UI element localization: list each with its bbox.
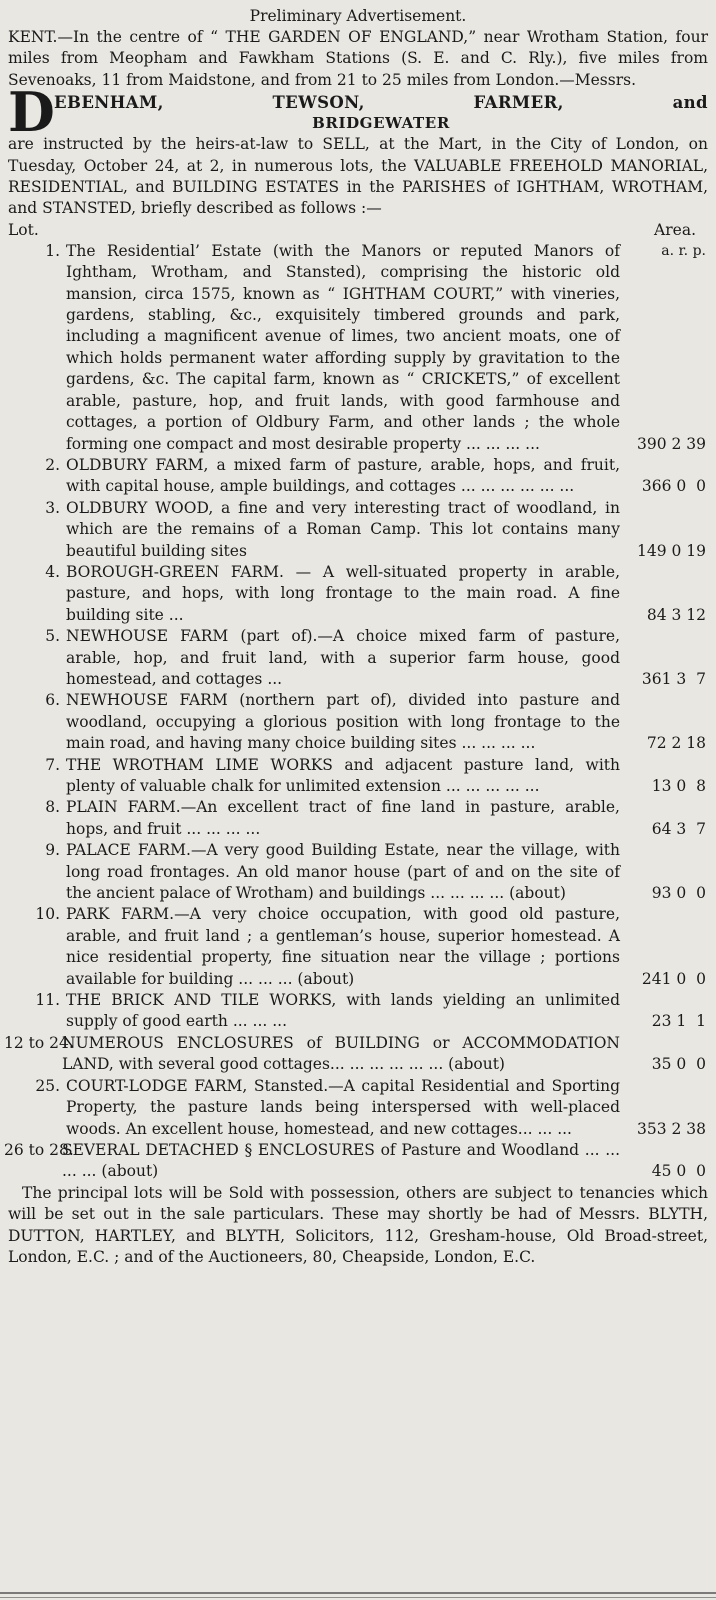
lot-area-value: 390 2 39	[636, 434, 706, 453]
lot-area	[620, 626, 708, 690]
lot-row	[8, 498, 708, 562]
lot-row	[8, 1076, 708, 1140]
firm-word: FARMER,	[473, 93, 564, 113]
lot-area	[620, 690, 708, 754]
lot-area	[620, 1140, 708, 1183]
lot-description: The Residential’ Estate (with the Manors or reputed Manors of Ightham, Wrotham, and Stansted), comprising the historic old mansion, circa 1575, known as “ IGHTHAM COURT,” with vineries, gardens, stabling, &c., exquisitely timbered grounds and park, including a magnificent avenue of limes, two ancient moats, one of which holds permanent water affording supply by gravitation to the gardens, &c. The capital farm, known as “ CRICKETS,” of excellent arable, pasture, hop, and fruit lands, with good farmhouse and cottages, a portion of Oldbury Farm, and other lands ; the whole forming one compact and most desirable property ... ... ... ...	[66, 241, 620, 453]
lot-area	[620, 455, 708, 498]
lot-area	[620, 562, 708, 626]
lot-row	[4, 1033, 708, 1076]
instruction-paragraph: are instructed by the heirs-at-law to SELL, at the Mart, in the City of London, on Tuesday, October 24, at 2, in numerous lots, the VALUABLE FREEHOLD MANORIAL, RESIDENTIAL, and BUILDING ESTATES in the PARISHES of IGHTHAM, WROTHAM, and STANSTED, briefly described as follows :—	[8, 135, 708, 218]
lot-area-value: 35 0 0	[651, 1055, 706, 1074]
lot-number: 3.	[45, 498, 60, 517]
lot-description: OLDBURY WOOD, a fine and very interesting tract of woodland, in which are the remains of a Roman Camp. This lot contains many beautiful building sites	[66, 498, 620, 560]
firm-word: and	[672, 93, 708, 113]
lot-number: 1.	[45, 241, 60, 260]
lot-area-value: 72 2 18	[646, 734, 706, 753]
lot-number: 25.	[35, 1076, 60, 1095]
lot-header: Lot.	[8, 220, 39, 239]
lot-area-value: 149 0 19	[636, 541, 706, 560]
lot-row	[4, 1140, 708, 1183]
area-units: a. r. p.	[661, 242, 706, 259]
closing-paragraph: The principal lots will be Sold with possession, others are subject to tenancies which will be set out in the sale particulars. These may shortly be had of Messrs. BLYTH, DUTTON, HARTLEY, and BLYTH, Solicitors, 112, Gresham-house, Old Broad-street, London, E.C. ; and of the Auctioneers, 80, Cheapside, London, E.C.	[8, 1183, 708, 1266]
lot-area-value: 45 0 0	[651, 1162, 706, 1181]
lot-area-value: 84 3 12	[646, 605, 706, 624]
lot-area-value: 241 0 0	[641, 969, 706, 988]
lot-area-value: 361 3 7	[641, 669, 706, 688]
lot-area	[620, 797, 708, 840]
lot-number: 8.	[45, 798, 60, 817]
lot-number: 4.	[45, 562, 60, 581]
lot-row	[8, 455, 708, 498]
lot-description: PARK FARM.—A very choice occupation, with good old pasture, arable, and fruit land ; a gentleman’s house, superior homestead. A nice residential property, fine situation near the village ; portions available for building ... ... ... (about)	[66, 905, 620, 988]
lot-row	[8, 840, 708, 904]
lot-area	[620, 241, 708, 455]
lot-number: 11.	[35, 991, 60, 1010]
lot-row	[8, 690, 708, 754]
lot-row	[8, 241, 708, 455]
lot-row	[8, 626, 708, 690]
lot-area	[620, 990, 708, 1033]
lot-description: NEWHOUSE FARM (northern part of), divided into pasture and woodland, occupying a glorious position with long frontage to the main road, and having many choice building sites ... ... ... ...	[66, 691, 620, 753]
lot-number: 10.	[35, 905, 60, 924]
lot-description: SEVERAL DETACHED § ENCLOSURES of Pasture and Woodland ... ... ... ... (about)	[62, 1140, 620, 1181]
firm-name-line	[54, 92, 708, 113]
lot-area-value: 93 0 0	[651, 884, 706, 903]
lot-area-value: 353 2 38	[636, 1119, 706, 1138]
firm-name-line2: BRIDGEWATER	[312, 114, 450, 133]
lot-row	[8, 562, 708, 626]
lot-area	[620, 1076, 708, 1140]
lot-number: 2.	[45, 455, 60, 474]
drop-cap: D	[8, 80, 55, 145]
lot-description: NUMEROUS ENCLOSURES of BUILDING or ACCOMMODATION LAND, with several good cottages... ... ... ... ... ... (about)	[62, 1033, 620, 1074]
lot-row	[8, 755, 708, 798]
lot-area-value: 23 1 1	[651, 1012, 706, 1031]
firm-name-block	[8, 80, 708, 145]
lot-description: PALACE FARM.—A very good Building Estate, near the village, with long road frontages. An old manor house (part of and on the site of the ancient palace of Wrotham) and buildings ... ... ... ... (about)	[66, 841, 620, 903]
lot-description: THE BRICK AND TILE WORKS, with lands yielding an unlimited supply of good earth ... ... ...	[66, 991, 620, 1031]
lot-area-value: 366 0 0	[641, 477, 706, 496]
lot-row	[8, 797, 708, 840]
lot-number: 26 to 28.	[4, 1140, 74, 1159]
lot-row	[8, 990, 708, 1033]
firm-word: TEWSON,	[272, 93, 365, 113]
area-header: Area.	[654, 220, 696, 239]
lot-description: BOROUGH-GREEN FARM. — A well-situated property in arable, pasture, and hops, with long frontage to the main road. A fine building site ...	[66, 562, 620, 624]
lot-description: NEWHOUSE FARM (part of).—A choice mixed farm of pasture, arable, hop, and fruit land, with a superior farm house, good homestead, and cottages ...	[66, 627, 620, 688]
lot-number: 9.	[45, 841, 60, 860]
lot-number: 6.	[45, 691, 60, 710]
heading: Preliminary Advertisement.	[249, 7, 467, 25]
lot-area	[620, 755, 708, 798]
firm-word: EBENHAM,	[54, 93, 164, 113]
lot-number: 5.	[45, 627, 60, 646]
lot-description: OLDBURY FARM, a mixed farm of pasture, arable, hops, and fruit, with capital house, ample buildings, and cottages ... ... ... ... ... ...	[66, 455, 620, 496]
lot-area-value: 64 3 7	[651, 819, 706, 838]
lot-number: 7.	[45, 755, 60, 774]
lot-row	[8, 904, 708, 990]
lot-number: 12 to 24.	[4, 1033, 74, 1052]
table-header	[8, 220, 708, 241]
lot-description: THE WROTHAM LIME WORKS and adjacent pasture land, with plenty of valuable chalk for unlimited extension ... ... ... ... ...	[66, 755, 620, 795]
lot-description: PLAIN FARM.—An excellent tract of fine land in pasture, arable, hops, and fruit ... ... ... ...	[66, 798, 620, 838]
lot-list	[4, 241, 708, 1183]
lot-area	[620, 840, 708, 904]
lot-area	[620, 904, 708, 990]
lot-area	[620, 1033, 708, 1076]
lot-area-value: 13 0 8	[651, 777, 706, 795]
lot-area	[620, 498, 708, 562]
intro-paragraph: KENT.—In the centre of “ THE GARDEN OF ENGLAND,” near Wrotham Station, four miles from Meopham and Fawkham Stations (S. E. and C. Rly.), five miles from Sevenoaks, 11 from Maidstone, and from 21 to 25 miles from London.—Messrs.	[8, 28, 708, 89]
lot-description: COURT-LODGE FARM, Stansted.—A capital Residential and Sporting Property, the pasture lands being interspersed with well-placed woods. An excellent house, homestead, and new cottages... ... ...	[66, 1076, 620, 1138]
bottom-rule	[0, 1592, 716, 1598]
